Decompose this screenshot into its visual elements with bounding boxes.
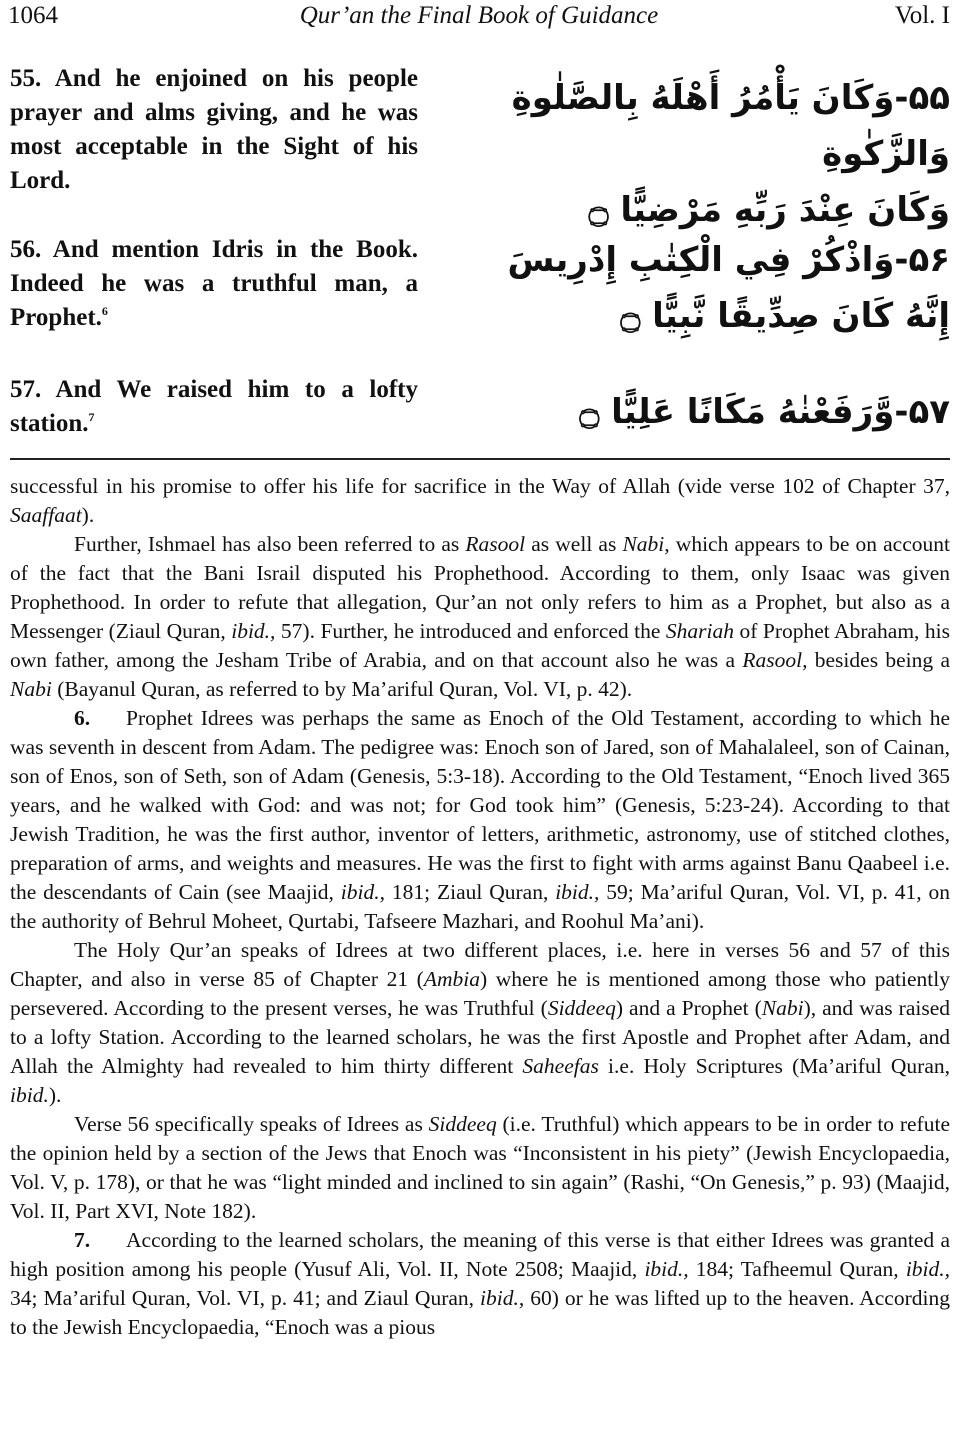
italic-term: ibid., (340, 880, 385, 904)
commentary (10, 472, 950, 1342)
arabic-line: ۵۷-وَّرَفَعْنٰهُ مَكَانًا عَلِيًّا ۝ (579, 392, 950, 432)
footnote-number: 7. (74, 1228, 91, 1252)
text-run: ) where he is mentioned among those who patiently persevered. According to the present verses, he was Truthful ( (10, 967, 950, 1020)
italic-term: ibid., (555, 880, 600, 904)
italic-term: ibid. (10, 1083, 49, 1107)
text-run: besides being a (807, 648, 950, 672)
italic-term: Rasool (465, 532, 526, 556)
italic-term: Saheefas (522, 1054, 599, 1078)
verse-56-english (10, 233, 418, 335)
text-run: Verse 56 specifically speaks of Idrees as (74, 1112, 429, 1136)
text-run: 181; Ziaul Quran, (385, 880, 556, 904)
arabic-line: ۵۵-وَكَانَ يَأْمُرُ أَهْلَهُ بِالصَّلٰوةِ وَالزَّكٰوةِ (511, 78, 950, 174)
verse-number: 55. (10, 65, 42, 92)
text-run: Prophet Idrees was perhaps the same as Enoch of the Old Testament, according to which he was seventh in descent from Adam. The pedigree was: Enoch son of Jared, son of Mahalaleel, son of Cainan, son of Enos, son of Seth, son of Adam (Genesis, 5:3-18). According to the Old Testament, “Enoch lived 365 years, and he walked with God: and was not; for God took him” (Genesis, 5:23-24). According to that Jewish Tradition, he was the first author, inventor of letters, arithmetic, astronomy, use of stitched clothes, preparation of arms, and weights and measures. He was the first to fight with arms against Banu Qaabeel i.e. the descendants of Cain (see Maajid, (10, 706, 950, 904)
text-run: which appears to be on account of the fact that the Bani Israil disputed his Prophethood. According to them, only Isaac was given Prophethood. In order to refute that allegation, Qur’an not only refers to him as a Prophet, but also as a Messenger (Ziaul Quran, (10, 532, 950, 643)
text-run: 59; Ma’ariful Quran, Vol. VI, p. 41, on the authority of Behrul Moheet, Qurtabi, Tafseere Mazhari, and Roohul Ma’ani). (10, 880, 950, 933)
page-number: 1064 (8, 2, 58, 29)
text-run: ). (48, 1083, 62, 1107)
footnote-7 (10, 1226, 950, 1342)
italic-term: Siddeeq (547, 996, 616, 1020)
verse-text: And mention Idris in the Book. Indeed he was a truthful man, a Prophet. (10, 236, 418, 331)
arabic-line: وَكَانَ عِنْدَ رَبِّهِ مَرْضِيًّا ۝ (588, 190, 950, 230)
italic-term: Nabi (761, 996, 804, 1020)
section-divider (10, 458, 950, 460)
volume-label: Vol. I (894, 2, 950, 29)
text-run: 60) or he was lifted up to the heaven. According to the Jewish Encyclopaedia, “Enoch was a pious (10, 1286, 950, 1339)
italic-term: ibid., (231, 619, 276, 643)
book-title: Qur’an the Final Book of Guidance (299, 2, 659, 29)
italic-term: Rasool, (742, 648, 808, 672)
verse-text: And he enjoined on his people prayer and alms giving, and he was most acceptable in the Sight of his Lord. (10, 65, 418, 194)
verse-text: And We raised him to a lofty station. (10, 376, 418, 437)
italic-term: ibid., (905, 1257, 951, 1281)
arabic-line: ۵۶-وَاذْكُرْ فِي الْكِتٰبِ إِدْرِيسَ (507, 240, 950, 280)
italic-term: Siddeeq (428, 1112, 497, 1136)
commentary-paragraph (10, 1110, 950, 1226)
commentary-paragraph (10, 530, 950, 704)
verse-number: 56. (10, 236, 42, 263)
page-header (8, 2, 950, 36)
text-run: ) and a Prophet ( (615, 996, 762, 1020)
verse-55-english (10, 62, 418, 198)
arabic-line: إِنَّهُ كَانَ صِدِّيقًا نَّبِيًّا ۝ (620, 296, 950, 336)
italic-term: ibid., (480, 1286, 525, 1310)
text-run: i.e. Holy Scriptures (Ma’ariful Quran, (598, 1054, 950, 1078)
verse-57-arabic (450, 384, 950, 440)
commentary-paragraph (10, 472, 950, 530)
text-run: (i.e. Truthful) which appears to be in order to refute the opinion held by a section of the Jews that Enoch was “Inconsistent in his piety” (Jewish Encyclopaedia, Vol. V, p. 178), or that he was “light minded and inclined to sin again” (Rashi, “On Genesis,” p. 93) (Maajid, Vol. II, Part XVI, Note 182). (10, 1112, 950, 1223)
text-run: of Prophet Abraham, his own father, among the Jesham Tribe of Arabia, and on that account also he was a (10, 619, 950, 672)
text-run: The Holy Qur’an speaks of Idrees at two different places, i.e. here in verses 56 and 57 of this Chapter, and also in verse 85 of Chapter 21 ( (10, 938, 950, 991)
text-run: According to the learned scholars, the meaning of this verse is that either Idrees was granted a high position among his people (Yusuf Ali, Vol. II, Note 2508; Maajid, (10, 1228, 950, 1281)
italic-term: ibid., (644, 1257, 689, 1281)
verse-57-english (10, 373, 418, 441)
italic-term: Saaffaat (10, 503, 82, 527)
italic-term: Nabi, (622, 532, 670, 556)
footnote-number: 6. (74, 706, 91, 730)
verse-56-arabic (450, 232, 950, 344)
text-run: as well as (525, 532, 623, 556)
commentary-paragraph (10, 936, 950, 1110)
text-run: ). (81, 503, 95, 527)
footnote-ref: 6 (101, 304, 108, 318)
italic-term: Shariah (665, 619, 734, 643)
footnote-ref: 7 (88, 410, 95, 424)
verse-55-arabic (450, 70, 950, 238)
verse-number: 57. (10, 376, 42, 403)
text-run: Further, Ishmael has also been referred to as (74, 532, 466, 556)
text-run: successful in his promise to offer his life for sacrifice in the Way of Allah (vide verse 102 of Chapter 37, (10, 474, 950, 498)
text-run: 184; Tafheemul Quran, (688, 1257, 906, 1281)
text-run: 34; Ma’ariful Quran, Vol. VI, p. 41; and Ziaul Quran, (10, 1286, 481, 1310)
text-run: 57). Further, he introduced and enforced the (275, 619, 666, 643)
italic-term: Nabi (10, 677, 52, 701)
footnote-6 (10, 704, 950, 936)
text-run: (Bayanul Quran, as referred to by Ma’ariful Quran, Vol. VI, p. 42). (51, 677, 633, 701)
italic-term: Ambia (423, 967, 480, 991)
text-run: ), and was raised to a lofty Station. According to the learned scholars, he was the first Apostle and Prophet after Adam, and Allah the Almighty had revealed to him thirty different (10, 996, 950, 1078)
